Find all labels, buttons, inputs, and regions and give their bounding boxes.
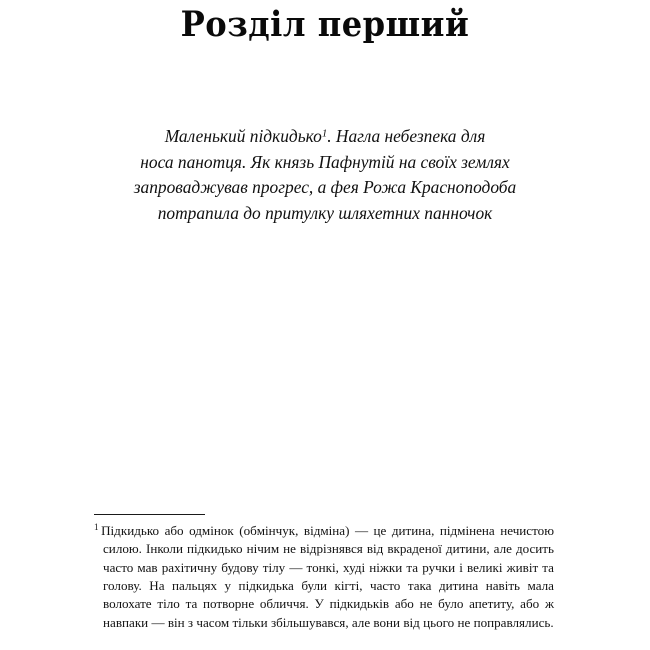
footnote-text (94, 522, 554, 632)
subtitle-line-4: потрапила до притулку шляхетних панночок (157, 202, 493, 223)
subtitle-line-1-text: Маленький підкидько (164, 126, 322, 146)
footnote-separator-rule (94, 514, 205, 515)
footnote-number: 1 (94, 522, 99, 533)
chapter-title: Розділ перший (180, 4, 470, 45)
subtitle-line-2: носа панотця. Як князь Пафнутій на своїх землях (140, 151, 510, 172)
chapter-subtitle (75, 124, 575, 226)
footnote-body: Підкидько або одмінок (обмінчук, відміна) — це дитина, підмінена нечистою силою. Інколи підкидько нічим не відрізнявся від вкраденої дитини, але досить часто мав рахітичну будову тілу — тонкі, худі ніжки та ручки і великі живіт та голову. На пальцях у підкидька були кігті, часто така дитина навіть мала волохате тіло та потворне обличчя. У підкидьків або не було апетиту, або ж навпаки — він з часом тільки збільшувався, але вони від цього не поправлялись. (101, 523, 554, 630)
subtitle-line-1 (75, 124, 575, 150)
footnote-block (94, 514, 554, 632)
subtitle-line-3: запроваджував прогрес, а фея Рожа Красноподоба (133, 177, 517, 198)
footnote-reference-marker[interactable]: 1 (321, 127, 328, 140)
subtitle-line-1-tail: . Нагла небезпека для (327, 126, 486, 146)
